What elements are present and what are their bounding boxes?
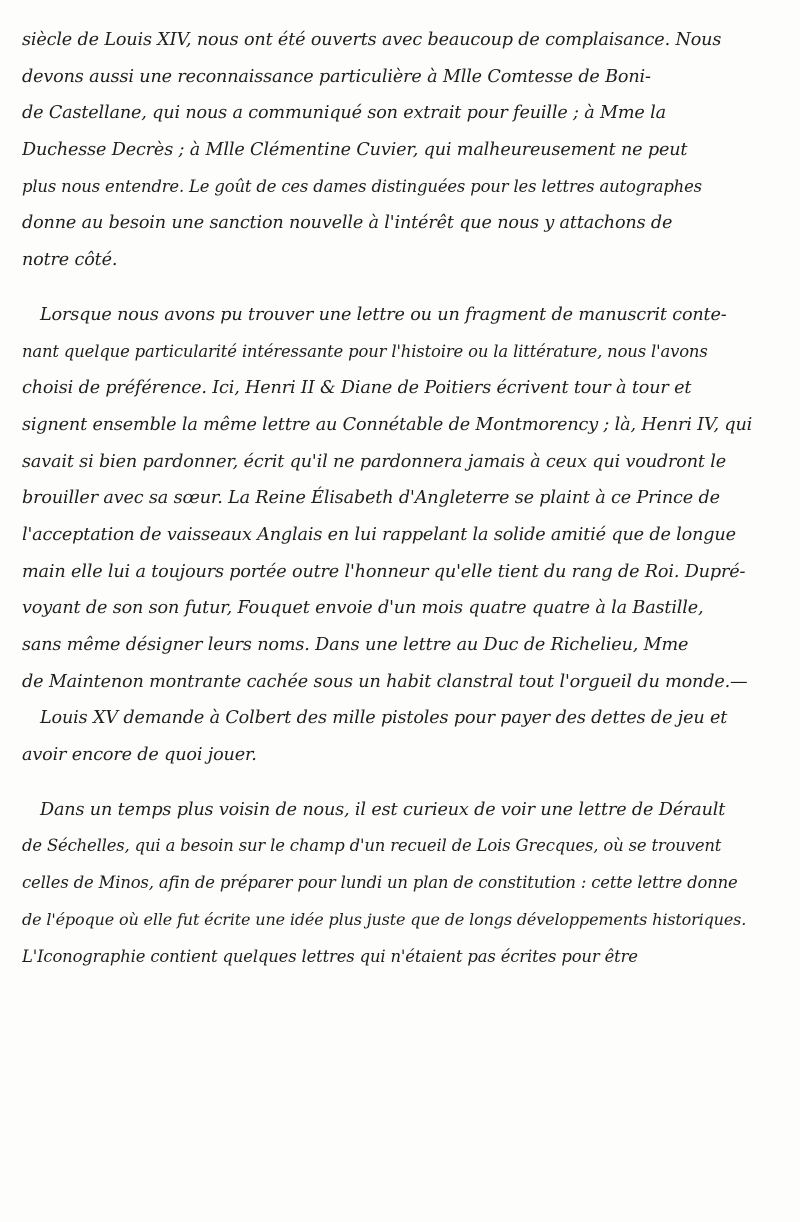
text-line: Dans un temps plus voisin de nous, il est curieux de voir une lettre de Dérault <box>40 799 726 820</box>
paragraph-gap <box>22 279 786 297</box>
text-line: plus nous entendre. Le goût de ces dames distinguées pour les lettres autographes <box>22 176 702 196</box>
text-line: donne au besoin une sanction nouvelle à l'intérêt que nous y attachons de <box>22 213 673 234</box>
text-line: sans même désigner leurs noms. Dans une lettre au Duc de Richelieu, Mme <box>22 635 689 655</box>
text-line: savait si bien pardonner, écrit qu'il ne pardonnera jamais à ceux qui voudront le <box>22 451 727 472</box>
text-line: signent ensemble la même lettre au Connétable de Montmorency ; là, Henri IV, qui <box>22 414 753 435</box>
text-line: avoir encore de quoi jouer. <box>22 745 257 766</box>
text-line: Lorsque nous avons pu trouver une lettre ou un fragment de manuscrit conte- <box>40 304 727 325</box>
text-line: notre côté. <box>22 250 118 271</box>
text-line: de Séchelles, qui a besoin sur le champ d'un recueil de Lois Grecques, où se trouvent <box>22 836 722 856</box>
text-line: devons aussi une reconnaissance particulière à Mlle Comtesse de Boni- <box>22 66 651 87</box>
text-line: de Maintenon montrante cachée sous un habit clanstral tout l'orgueil du monde.— <box>22 671 748 692</box>
text-line: L'Iconographie contient quelques lettres qui n'étaient pas écrites pour être <box>22 946 638 966</box>
text-line: brouiller avec sa sœur. La Reine Élisabeth d'Angleterre se plaint à ce Prince de <box>22 488 720 509</box>
text-line: Duchesse Decrès ; à Mlle Clémentine Cuvier, qui malheureusement ne peut <box>22 140 688 161</box>
text-line: l'acceptation de vaisseaux Anglais en lui rappelant la solide amitié que de longue <box>22 524 736 545</box>
paragraph-gap <box>22 774 786 792</box>
text-line: main elle lui a toujours portée outre l'honneur qu'elle tient du rang de Roi. Dupré- <box>22 561 746 582</box>
text-line: siècle de Louis XIV, nous ont été ouverts avec beaucoup de complaisance. Nous <box>22 30 722 50</box>
handwritten-text-block <box>22 22 786 975</box>
text-line: Louis XV demande à Colbert des mille pistoles pour payer des dettes de jeu et <box>40 708 728 729</box>
text-line: voyant de son son futur, Fouquet envoie d'un mois quatre quatre à la Bastille, <box>22 598 704 619</box>
text-line: de Castellane, qui nous a communiqué son extrait pour feuille ; à Mme la <box>22 103 666 124</box>
text-line: celles de Minos, afin de préparer pour lundi un plan de constitution : cette lettre donne <box>22 873 738 893</box>
text-line: nant quelque particularité intéressante pour l'histoire ou la littérature, nous l'avons <box>22 341 708 361</box>
text-line: choisi de préférence. Ici, Henri II & Diane de Poitiers écrivent tour à tour et <box>22 378 692 399</box>
text-line: de l'époque où elle fut écrite une idée plus juste que de longs développements historiques. <box>22 909 747 929</box>
